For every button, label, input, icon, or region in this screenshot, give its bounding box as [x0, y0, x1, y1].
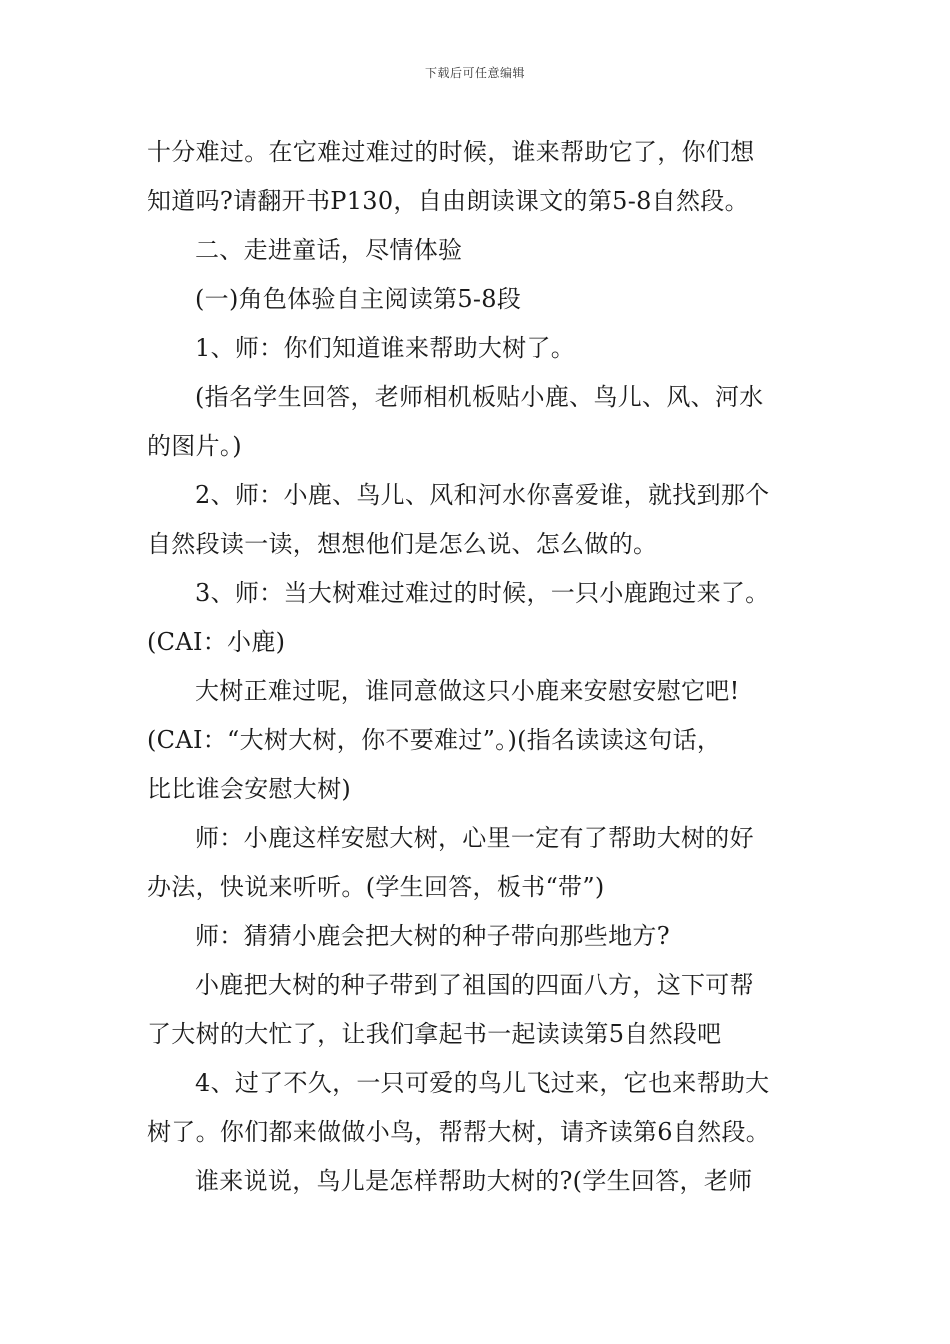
subsection-heading: (一)角色体验自主阅读第5-8段: [195, 285, 522, 313]
text-line: (指名学生回答，老师相机板贴小鹿、鸟儿、风、河水: [195, 383, 764, 411]
text-line: 1、师：你们知道谁来帮助大树了。: [195, 334, 576, 362]
text-line: 4、过了不久，一只可爱的鸟儿飞过来，它也来帮助大: [195, 1069, 770, 1097]
text-line: 知道吗?请翻开书P130，自由朗读课文的第5-8自然段。: [147, 187, 749, 215]
page-header: 下载后可任意编辑: [424, 66, 525, 80]
text-line: 谁来说说，鸟儿是怎样帮助大树的?(学生回答，老师: [195, 1167, 753, 1195]
text-line: 3、师：当大树难过难过的时候，一只小鹿跑过来了。: [195, 579, 770, 607]
text-line: 树了。你们都来做做小鸟，帮帮大树，请齐读第6自然段。: [147, 1118, 771, 1146]
text-line: (CAI：小鹿): [147, 628, 286, 656]
text-line: 十分难过。在它难过难过的时候，谁来帮助它了，你们想: [147, 138, 755, 166]
text-line: 师：猜猜小鹿会把大树的种子带向那些地方?: [195, 922, 670, 950]
text-line: 比比谁会安慰大树): [147, 775, 352, 803]
text-line: 自然段读一读，想想他们是怎么说、怎么做的。: [147, 530, 658, 558]
text-line: 师：小鹿这样安慰大树，心里一定有了帮助大树的好: [195, 824, 754, 852]
text-line: 的图片。): [147, 432, 242, 460]
section-heading: 二、走进童话，尽情体验: [195, 236, 463, 264]
text-line: (CAI：“大树大树，你不要难过”。)(指名读读这句话，: [147, 726, 722, 754]
document-body: [147, 128, 807, 1206]
text-line: 小鹿把大树的种子带到了祖国的四面八方，这下可帮: [195, 971, 754, 999]
text-line: 2、师：小鹿、鸟儿、风和河水你喜爱谁，就找到那个: [195, 481, 770, 509]
text-line: 大树正难过呢，谁同意做这只小鹿来安慰安慰它吧!: [195, 677, 740, 705]
text-line: 办法，快说来听听。(学生回答，板书“带”): [147, 873, 605, 901]
text-line: 了大树的大忙了，让我们拿起书一起读读第5自然段吧: [147, 1020, 722, 1048]
